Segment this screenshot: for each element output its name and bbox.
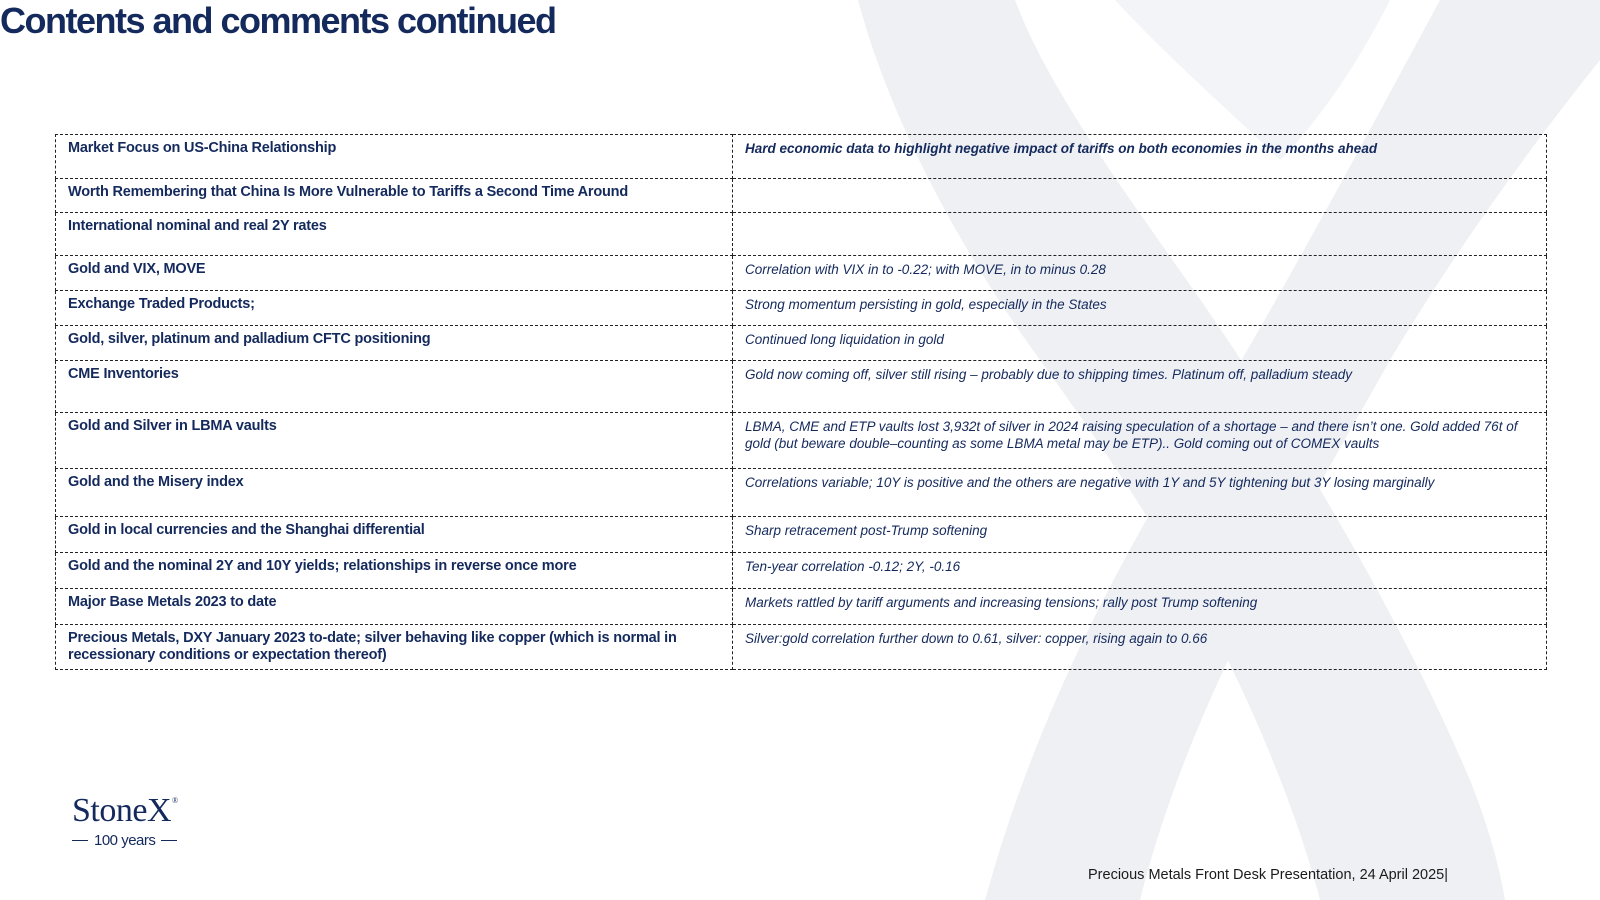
table-row [56,589,1547,625]
comment-cell: LBMA, CME and ETP vaults lost 3,932t of silver in 2024 raising speculation of a shortage – and there isn’t one. Gold added 76t of gold (but beware double–counting as some LBMA metal may be ETP).. Gold coming out of COMEX vaults [733,413,1547,469]
stonex-logo [72,794,178,849]
topic-cell: Gold in local currencies and the Shanghai differential [56,517,733,553]
topic-cell: CME Inventories [56,361,733,413]
table-row [56,469,1547,517]
topic-cell: Market Focus on US-China Relationship [56,135,733,179]
logo-wordmark [72,794,178,828]
comment-cell: Correlations variable; 10Y is positive and the others are negative with 1Y and 5Y tightening but 3Y losing marginally [733,469,1547,517]
logo-tagline-text: 100 years [94,832,156,849]
topic-cell: International nominal and real 2Y rates [56,213,733,256]
table-row [56,256,1547,291]
logo-name: StoneX [72,792,171,829]
contents-table [55,134,1547,670]
topic-cell: Gold and VIX, MOVE [56,256,733,291]
table-row [56,553,1547,589]
topic-cell: Precious Metals, DXY January 2023 to-date; silver behaving like copper (which is normal in recessionary conditions or expectation thereof) [56,625,733,670]
table-row [56,361,1547,413]
logo-dash-left [72,840,88,841]
comment-cell: Markets rattled by tariff arguments and increasing tensions; rally post Trump softening [733,589,1547,625]
topic-cell: Major Base Metals 2023 to date [56,589,733,625]
table-row [56,625,1547,670]
table-row [56,326,1547,361]
comment-cell: Continued long liquidation in gold [733,326,1547,361]
topic-cell: Gold and Silver in LBMA vaults [56,413,733,469]
table-row [56,135,1547,179]
table-row [56,413,1547,469]
comment-cell: Ten-year correlation -0.12; 2Y, -0.16 [733,553,1547,589]
comment-cell: Sharp retracement post-Trump softening [733,517,1547,553]
table-row [56,179,1547,213]
logo-tagline [72,832,178,849]
comment-cell: Silver:gold correlation further down to 0.61, silver: copper, rising again to 0.66 [733,625,1547,670]
topic-cell: Gold, silver, platinum and palladium CFTC positioning [56,326,733,361]
comment-cell: Gold now coming off, silver still rising – probably due to shipping times. Platinum off, palladium steady [733,361,1547,413]
topic-cell: Gold and the nominal 2Y and 10Y yields; relationships in reverse once more [56,553,733,589]
topic-cell: Gold and the Misery index [56,469,733,517]
table-row [56,517,1547,553]
comment-cell: Strong momentum persisting in gold, especially in the States [733,291,1547,326]
comment-cell: Correlation with VIX in to -0.22; with MOVE, in to minus 0.28 [733,256,1547,291]
topic-cell: Worth Remembering that China Is More Vulnerable to Tariffs a Second Time Around [56,179,733,213]
registered-mark: ® [172,796,178,805]
topic-cell: Exchange Traded Products; [56,291,733,326]
comment-cell [733,179,1547,213]
page-title: Contents and comments continued [0,0,556,41]
table-row [56,291,1547,326]
comment-cell [733,213,1547,256]
table-row [56,213,1547,256]
comment-cell: Hard economic data to highlight negative impact of tariffs on both economies in the months ahead [733,135,1547,179]
footer-text: Precious Metals Front Desk Presentation, 24 April 2025| [1088,867,1449,883]
logo-dash-right [161,840,177,841]
